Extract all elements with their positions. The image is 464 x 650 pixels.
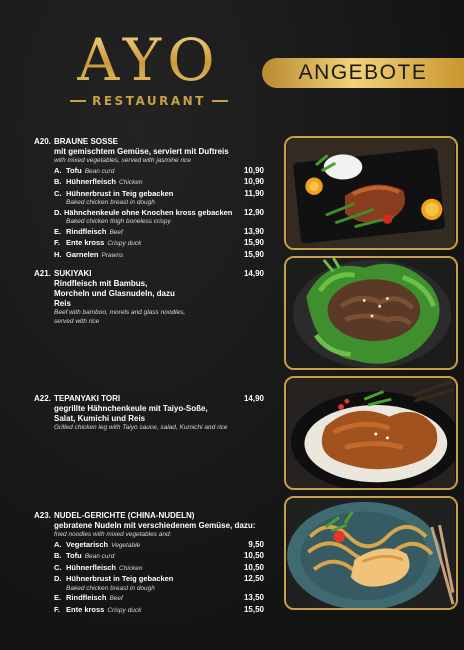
item-letter: H. [54,249,62,259]
menu-section-a23 [34,510,264,616]
section-description-de: gegrillte Hähnchenkeule mit Taiyo-Soße, Salat, Kumichi und Reis [54,404,208,423]
section-title: NUDEL-GERICHTE (CHINA-NUDELN) [54,511,195,520]
item-name [66,574,226,585]
dish-illustration [286,138,456,248]
item-name-en: Vegetable [111,541,141,549]
item-name-en: Chicken [119,564,143,572]
item-name [66,238,226,250]
menu-item [34,166,264,178]
item-name [64,208,232,219]
item-letter: D. [54,207,62,217]
logo-subtitle: RESTAURANT [92,94,206,108]
item-letter: A. [54,539,62,549]
menu-item [34,189,264,200]
restaurant-logo [60,28,238,108]
item-name-de: Rindfleisch [66,593,107,602]
section-code: A21. [34,269,51,278]
item-name [66,540,226,552]
menu-item [34,605,264,617]
dish-photo-braune-sosse [284,136,458,250]
item-name-de: Garnelen [66,249,99,259]
item-name-de: Rindfleisch [66,226,107,236]
section-description-en: fried noodles with mixed vegetables and: [54,531,172,538]
item-name-de: Hühnerfleisch [66,562,117,572]
item-letter: B. [54,551,62,560]
section-title: BRAUNE SOSSE [54,137,119,146]
section-description-de: gebratene Nudeln mit verschiedenem Gemüse, dazu: [54,521,256,530]
menu-section-a22 [34,393,264,433]
item-name-en: Bean curd [84,167,115,175]
dish-photo-tepanyaki-tori [284,376,458,490]
section-header [34,136,264,147]
item-note: Baked chicken breast in dough [66,584,155,592]
item-list [34,166,264,262]
section-price: 14,90 [243,394,264,403]
menu-item [34,540,264,552]
item-name-de: Hühnerfleisch [66,177,117,186]
logo-subtitle-row [60,94,238,108]
item-letter: F. [54,604,60,614]
item-letter: D. [54,574,62,583]
menu-item [34,563,264,575]
item-name-de: Vegetarisch [66,539,109,549]
item-letter: A. [54,165,62,175]
section-description-de: Rindfleisch mit Bambus, Morcheln und Glasnudeln, dazu Reis [54,279,175,308]
item-price: 10,90 [243,177,264,186]
item-price: 11,90 [244,188,264,198]
section-description-en: Beef with bamboo, morels and glass noodles, served with rice [54,309,186,325]
item-note: Baked chicken thigh boneless crispy [66,218,171,225]
item-name [66,227,226,239]
logo-rule-left [70,100,86,102]
item-price: 15,90 [243,249,264,259]
item-letter: C. [54,562,62,572]
item-name-en: Crispy duck [107,606,142,614]
dish-illustration [286,378,456,488]
section-code: A23. [34,511,51,520]
item-name-en: Bean curd [84,553,115,560]
item-name-en: Beef [109,595,123,602]
menu-section-a21 [34,268,264,326]
dish-illustration [286,498,456,608]
logo-rule-right [212,100,228,102]
dish-photo-nudel-gerichte [284,496,458,610]
item-name [66,563,226,575]
item-name-de: Hähnchenkeule ohne Knochen kross gebacken [63,207,233,217]
item-name-en: Prawns [101,251,124,259]
item-price: 10,90 [243,165,264,175]
item-name [66,166,226,178]
item-name-de: Hühnerbrust in Teig gebacken [66,188,174,198]
section-header [34,393,264,404]
item-name-en: Chicken [119,179,143,186]
item-price: 13,50 [243,593,264,602]
item-name [66,593,226,605]
item-price: 13,90 [243,226,264,236]
item-name [66,189,226,200]
section-code: A22. [34,394,51,403]
section-description-en: Grilled chicken leg with Taiyo sauce, salad, Kumichi and rice [54,424,228,431]
menu-item [34,593,264,605]
item-price: 15,50 [243,604,264,614]
item-name-de: Ente kross [66,604,105,614]
item-letter: C. [54,188,62,198]
item-note: Baked chicken breast in dough [66,199,155,206]
menu-item [34,250,264,262]
item-price: 10,50 [243,562,264,572]
item-name-de: Tofu [66,551,82,560]
section-title: SUKIYAKI [54,269,92,278]
item-letter: E. [54,226,62,236]
menu-section-a20 [34,136,264,261]
item-price: 12,90 [243,207,264,217]
item-price: 10,50 [243,551,264,560]
item-letter: F. [54,238,60,247]
item-name-de: Hühnerbrust in Teig gebacken [66,574,174,583]
item-name-de: Tofu [66,165,82,175]
section-header [34,268,264,279]
item-name-en: Crispy duck [107,240,142,247]
item-price: 15,90 [243,238,264,247]
section-description-en: with mixed vegetables, served with jasmine rice [54,157,191,164]
section-header [34,510,264,521]
item-name [66,250,226,262]
section-price: 14,90 [243,269,264,278]
logo-wordmark: AYO [60,28,238,92]
section-description-de: mit gemischtem Gemüse, serviert mit Duftreis [54,147,229,156]
item-name [66,551,226,563]
dish-illustration [286,258,456,368]
item-price: 9,50 [248,539,264,549]
item-name-en: Beef [109,228,123,236]
item-price: 12,50 [243,574,264,583]
section-title: TEPANYAKI TORI [54,394,121,403]
menu-item [34,208,264,219]
menu-item [34,238,264,250]
offers-banner: ANGEBOTE [262,58,464,88]
item-list [34,540,264,617]
item-letter: B. [54,177,62,186]
item-name [66,177,226,189]
item-name-de: Ente kross [66,238,105,247]
menu-item [34,574,264,585]
item-letter: E. [54,593,62,602]
menu-item [34,177,264,189]
menu-item [34,227,264,239]
menu-item [34,551,264,563]
section-code: A20. [34,137,51,146]
dish-photo-sukiyaki [284,256,458,370]
item-name [66,605,226,617]
